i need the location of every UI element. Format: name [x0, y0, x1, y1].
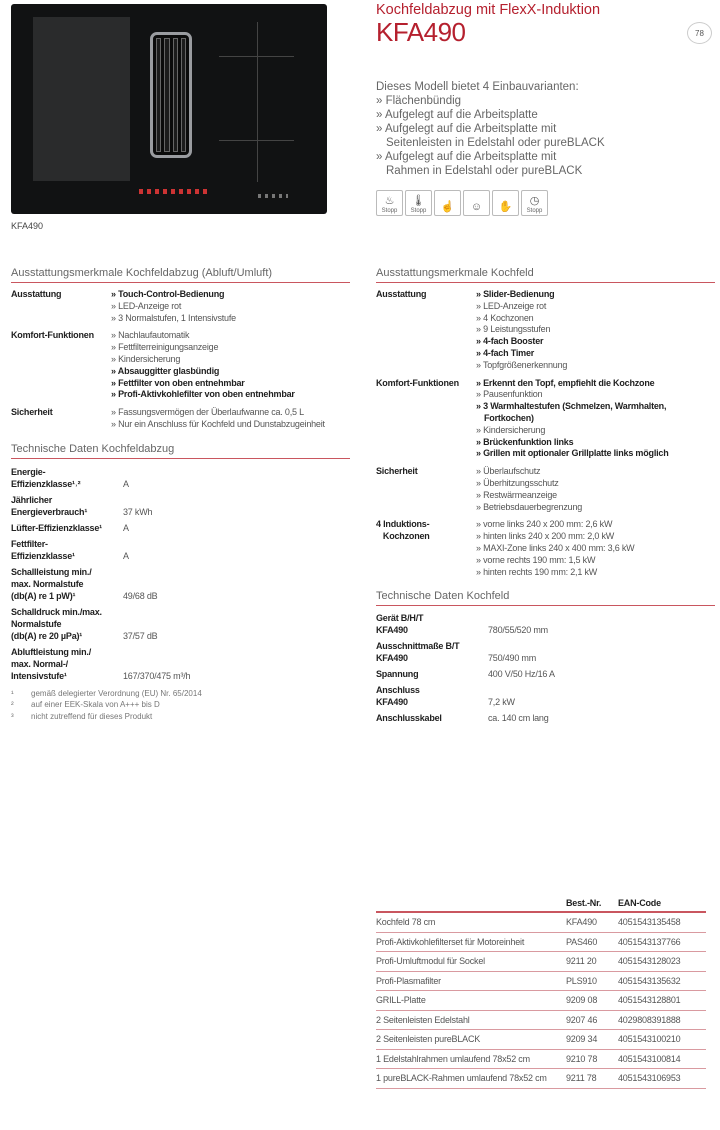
table-row	[376, 913, 706, 933]
tech-label: Schalldruck min./max. Normalstufe (db(A) re 20 µPa)¹	[11, 606, 102, 641]
table-cell: 4051543135632	[618, 975, 681, 986]
timer-stop-icon	[521, 190, 548, 216]
feature-group-label: Ausstattung	[376, 289, 427, 299]
feature-item: » Absauggitter glasbündig	[111, 365, 220, 376]
feature-list	[476, 378, 715, 461]
table-cell: 4051543135458	[618, 917, 681, 928]
feature-list	[111, 289, 350, 324]
tech-label: Lüfter-Effizienzklasse¹	[11, 522, 102, 533]
feature-item: » Pausenfunktion	[476, 389, 543, 400]
table-row	[376, 1011, 706, 1031]
tech-row	[376, 612, 715, 636]
feature-item: Fortkochen)	[484, 412, 534, 423]
feature-group	[11, 407, 350, 431]
order-table	[376, 894, 706, 1089]
footnote-text: auf einer EEK-Skala von A+++ bis D	[31, 700, 160, 710]
max-temperature-stop-icon	[405, 190, 432, 216]
tech-value: 37/57 dB	[123, 630, 158, 641]
tech-label: Energie- Effizienzklasse¹˒²	[11, 466, 81, 489]
column-header: EAN-Code	[618, 897, 661, 908]
table-cell: 2 Seitenleisten pureBLACK	[376, 1034, 481, 1045]
table-cell: 4051543106953	[618, 1073, 681, 1084]
table-cell: 1 Edelstahlrahmen umlaufend 78x52 cm	[376, 1053, 530, 1064]
table-cell: GRILL-Platte	[376, 995, 426, 1006]
table-row	[376, 1050, 706, 1070]
intro-list-item: » Aufgelegt auf die Arbeitsplatte mit	[376, 151, 557, 163]
section-heading: Technische Daten Kochfeldabzug	[11, 443, 350, 459]
flex-zone	[33, 17, 130, 181]
feature-group	[376, 289, 715, 372]
footnote-text: nicht zutreffend für dieses Produkt	[31, 711, 153, 721]
table-row	[376, 1030, 706, 1050]
feature-item: » 4 Kochzonen	[476, 312, 534, 323]
page-number: 78	[687, 22, 712, 44]
table-row	[376, 952, 706, 972]
child-lock-icon	[463, 190, 490, 216]
table-cell: 9211 78	[566, 1073, 597, 1084]
table-row	[376, 933, 706, 953]
feature-list	[476, 289, 715, 372]
intro-list-item: Rahmen in Edelstahl oder pureBLACK	[386, 165, 583, 177]
tech-row	[11, 494, 350, 518]
intro-list-item: » Flächenbündig	[376, 95, 462, 107]
feature-item: » Kindersicherung	[111, 353, 181, 364]
feature-item: » Betriebsdauerbegrenzung	[476, 501, 583, 512]
zone-divider	[219, 56, 294, 57]
feature-item: » MAXI-Zone links 240 x 400 mm: 3,6 kW	[476, 542, 635, 553]
table-cell: 9209 08	[566, 995, 598, 1006]
feature-item: » vorne links 240 x 200 mm: 2,6 kW	[476, 519, 613, 530]
tech-row	[11, 466, 350, 490]
zone-divider	[219, 140, 294, 141]
tech-row	[376, 712, 715, 724]
intro-list-item: Seitenleisten in Edelstahl oder pureBLACK	[386, 137, 605, 149]
tech-label: Fettfilter- Effizienzklasse¹	[11, 538, 75, 561]
section-heading: Ausstattungsmerkmale Kochfeldabzug (Abluft/Umluft)	[11, 267, 350, 283]
footnote-number: ³	[11, 711, 14, 721]
footnotes	[11, 688, 350, 723]
feature-group	[376, 378, 715, 461]
tech-value: 37 kWh	[123, 506, 153, 517]
feature-icons	[376, 190, 548, 216]
feature-item: » Nachlaufautomatik	[111, 330, 190, 341]
feature-group-label: Sicherheit	[376, 466, 418, 477]
table-cell: Profi-Umluftmodul für Sockel	[376, 956, 485, 967]
table-row	[376, 972, 706, 992]
table-cell: 4051543128801	[618, 995, 681, 1006]
tech-row	[11, 522, 350, 534]
tech-row	[376, 640, 715, 664]
feature-list	[111, 407, 350, 431]
tech-value: A	[123, 522, 129, 533]
feature-item: » Grillen mit optionaler Grillplatte links möglich	[476, 448, 669, 459]
icon-glyph: ☝	[440, 201, 455, 213]
touch-control-icon	[434, 190, 461, 216]
intro-list-item: » Aufgelegt auf die Arbeitsplatte	[376, 109, 538, 121]
tech-row	[11, 566, 350, 602]
feature-group-label: Komfort-Funktionen	[376, 377, 459, 388]
feature-item: » hinten rechts 190 mm: 2,1 kW	[476, 566, 598, 577]
feature-group	[376, 466, 715, 513]
table-cell: 4051543128023	[618, 956, 681, 967]
icon-glyph: ☺	[470, 201, 483, 213]
tech-value: A	[123, 478, 129, 489]
feature-item: » Touch-Control-Bedienung	[111, 289, 225, 299]
footnote	[11, 711, 350, 723]
feature-item: » 4-fach Booster	[476, 336, 544, 347]
footnote-text: gemäß delegierter Verordnung (EU) Nr. 65/2014	[31, 688, 202, 698]
table-cell: Profi-Aktivkohlefilterset für Motoreinheit	[376, 936, 525, 947]
feature-group-label: Ausstattung	[11, 289, 62, 299]
tech-row	[376, 684, 715, 708]
feature-item: » 4-fach Timer	[476, 347, 535, 358]
icon-label: Stopp	[410, 208, 427, 214]
feature-item: » 9 Leistungsstufen	[476, 324, 551, 335]
hood-features-section	[11, 267, 350, 431]
feature-item: » Profi-Aktivkohlefilter von oben entnehmbar	[111, 389, 295, 400]
icon-glyph: ✋	[498, 201, 513, 213]
table-cell: 1 pureBLACK-Rahmen umlaufend 78x52 cm	[376, 1073, 547, 1084]
table-cell: 4051543137766	[618, 936, 681, 947]
right-column	[376, 267, 715, 728]
table-cell: PLS910	[566, 975, 597, 986]
residual-heat-icon	[492, 190, 519, 216]
product-image-hob	[11, 4, 327, 214]
feature-item: » vorne rechts 190 mm: 1,5 kW	[476, 554, 596, 565]
feature-item: » Nur ein Anschluss für Kochfeld und Dunstabzugeinheit	[111, 418, 325, 429]
tech-value: 7,2 kW	[488, 697, 515, 708]
table-header-row	[376, 894, 706, 913]
tech-value: 49/68 dB	[123, 590, 158, 601]
feature-list	[476, 466, 715, 513]
left-column	[11, 267, 350, 722]
section-heading: Technische Daten Kochfeld	[376, 590, 715, 606]
tech-label: Anschluss KFA490	[376, 685, 420, 708]
table-cell: 2 Seitenleisten Edelstahl	[376, 1014, 470, 1025]
tech-value: ca. 140 cm lang	[488, 713, 549, 724]
tech-value: 167/370/475 m³/h	[123, 670, 191, 681]
image-caption: KFA490	[11, 221, 44, 231]
tech-value: 400 V/50 Hz/16 A	[488, 669, 555, 680]
intro-text	[376, 80, 605, 178]
footnote-number: ¹	[11, 688, 14, 698]
icon-label: Stopp	[381, 208, 398, 214]
tech-label: Spannung	[376, 669, 419, 680]
tech-label: Gerät B/H/T KFA490	[376, 613, 424, 636]
tech-row	[11, 538, 350, 562]
feature-group-label: Komfort-Funktionen	[11, 330, 94, 341]
tech-value: A	[123, 550, 129, 561]
feature-item: » Topfgrößenerkennung	[476, 359, 568, 370]
footnote	[11, 688, 350, 700]
hob-features-section	[376, 267, 715, 578]
icon-glyph: ♨	[384, 195, 395, 207]
table-cell: 4051543100210	[618, 1034, 681, 1045]
tech-row	[376, 668, 715, 680]
feature-item: » 3 Warmhaltestufen (Schmelzen, Warmhalten,	[476, 401, 667, 412]
feature-item: » 3 Normalstufen, 1 Intensivstufe	[111, 312, 236, 323]
pot-overflow-stop-icon	[376, 190, 403, 216]
tech-label: Anschlusskabel	[376, 713, 442, 724]
table-cell: Profi-Plasmafilter	[376, 975, 441, 986]
hood-tech-section	[11, 443, 350, 682]
tech-label: Schallleistung min./ max. Normalstufe (db(A) re 1 pW)¹	[11, 566, 92, 601]
table-cell: 9209 34	[566, 1034, 598, 1045]
section-heading: Ausstattungsmerkmale Kochfeld	[376, 267, 715, 283]
icon-glyph: 🌡	[411, 195, 426, 207]
feature-item: » Fettfilterreinigungsanzeige	[111, 342, 219, 353]
feature-item: » Erkennt den Topf, empfiehlt die Kochzone	[476, 377, 655, 388]
feature-item: » Überlaufschutz	[476, 466, 541, 477]
tech-value: 780/55/520 mm	[488, 625, 548, 636]
feature-group	[11, 330, 350, 401]
feature-group-label: Sicherheit	[11, 407, 53, 418]
table-row	[376, 1069, 706, 1089]
footnote-number: ²	[11, 700, 14, 710]
tech-row	[11, 646, 350, 682]
footnote	[11, 699, 350, 711]
zone-divider	[257, 22, 258, 182]
tech-label: Abluftleistung min./ max. Normal-/ Intensivstufe¹	[11, 646, 91, 681]
tech-row	[11, 606, 350, 642]
feature-item: » Fassungsvermögen der Überlaufwanne ca. 0,5 L	[111, 407, 304, 418]
feature-item: » Überhitzungsschutz	[476, 477, 559, 488]
control-panel	[139, 189, 209, 194]
feature-item: » Slider-Bedienung	[476, 289, 555, 299]
page-title: KFA490	[376, 17, 466, 47]
feature-group	[11, 289, 350, 324]
table-cell: 4051543100814	[618, 1053, 681, 1064]
table-row	[376, 991, 706, 1011]
intro-lead: Dieses Modell bietet 4 Einbauvarianten:	[376, 81, 579, 93]
vent-grille	[150, 32, 192, 158]
tech-label: Jährlicher Energieverbrauch¹	[11, 494, 88, 517]
icon-glyph: ◷	[529, 195, 540, 207]
table-cell: PAS460	[566, 936, 598, 947]
feature-list	[476, 519, 715, 578]
column-header: Best.-Nr.	[566, 897, 602, 908]
tech-label: Ausschnittmaße B/T KFA490	[376, 641, 460, 664]
feature-group	[376, 519, 715, 578]
page-subtitle: Kochfeldabzug mit FlexX-Induktion	[376, 2, 601, 18]
feature-item: » hinten links 240 x 200 mm: 2,0 kW	[476, 531, 615, 542]
feature-item: » LED-Anzeige rot	[476, 300, 547, 311]
intro-list-item: » Aufgelegt auf die Arbeitsplatte mit	[376, 123, 557, 135]
icon-label: Stopp	[526, 208, 543, 214]
feature-item: » LED-Anzeige rot	[111, 300, 182, 311]
tech-value: 750/490 mm	[488, 653, 537, 664]
control-panel	[258, 194, 288, 198]
table-cell: 9207 46	[566, 1014, 598, 1025]
feature-item: » Restwärmeanzeige	[476, 489, 557, 500]
feature-item: » Kindersicherung	[476, 424, 546, 435]
feature-group-label: 4 Induktions- Kochzonen	[376, 519, 430, 542]
feature-item: » Fettfilter von oben entnehmbar	[111, 377, 245, 388]
feature-item: » Brückenfunktion links	[476, 436, 574, 447]
feature-list	[111, 330, 350, 401]
table-cell: 4029808391888	[618, 1014, 681, 1025]
table-cell: 9211 20	[566, 956, 597, 967]
table-cell: Kochfeld 78 cm	[376, 917, 436, 928]
table-cell: KFA490	[566, 917, 597, 928]
hob-tech-section	[376, 590, 715, 724]
table-cell: 9210 78	[566, 1053, 598, 1064]
